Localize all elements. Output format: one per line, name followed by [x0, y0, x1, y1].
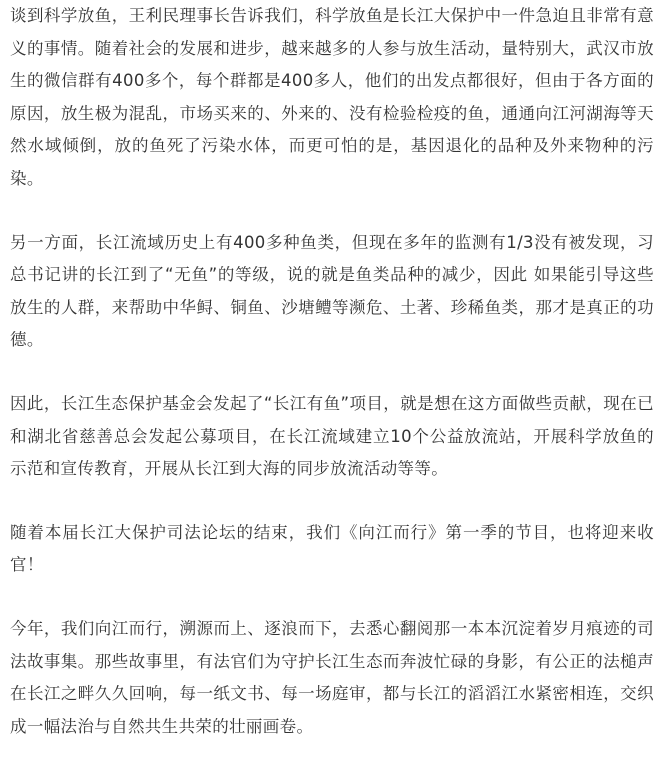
paragraph-judicial-stories: 今年，我们向江而行，溯源而上、逐浪而下，去悉心翻阅那一本本沉淀着岁月痕迹的司法故事集。那些故事里，有法官们为守护长江生态而奔波忙碌的身影，有公正的法槌声在长江之畔久久回响，每一纸文书、每一场庭审，都与长江的滔滔江水紧密相连，交织成一幅法治与自然共生共荣的壮丽画卷。 [10, 618, 654, 736]
paragraph-spacer [10, 486, 654, 517]
paragraph-spacer [10, 357, 654, 388]
paragraph-scientific-fish-release: 谈到科学放鱼，王利民理事长告诉我们，科学放鱼是长江大保护中一件急迫且非常有意义的事情。随着社会的发展和进步，越来越多的人参与放生活动，量特别大，武汉市放生的微信群有400多个，每个群都是400多人，他们的出发点都很好，但由于各方面的原因，放生极为混乱，市场买来的、外来的、没有检验检疫的鱼，通通向江河湖海等天然水域倾倒，放的鱼死了污染水体，而更可怕的是，基因退化的品种及外来物种的污染。 [10, 6, 654, 188]
paragraph-spacer [10, 196, 654, 227]
paragraph-season-finale: 随着本届长江大保护司法论坛的结束，我们《向江而行》第一季的节目，也将迎来收官！ [10, 522, 654, 575]
paragraph-spacer [10, 582, 654, 613]
paragraph-yangtze-has-fish-project: 因此，长江生态保护基金会发起了“长江有鱼”项目，就是想在这方面做些贡献，现在已和湖北省慈善总会发起公募项目，在长江流域建立10个公益放流站，开展科学放鱼的示范和宣传教育，开展从长江到大海的同步放流活动等等。 [10, 393, 654, 479]
paragraph-yangtze-fish-species: 另一方面，长江流域历史上有400多种鱼类，但现在多年的监测有1/3没有被发现，习总书记讲的长江到了“无鱼”的等级，说的就是鱼类品种的减少，因此 如果能引导这些放生的人群，来帮助中华鲟、铜鱼、沙塘鳢等濒危、土著、珍稀鱼类，那才是真正的功德。 [10, 232, 654, 350]
article-body [10, 0, 654, 743]
